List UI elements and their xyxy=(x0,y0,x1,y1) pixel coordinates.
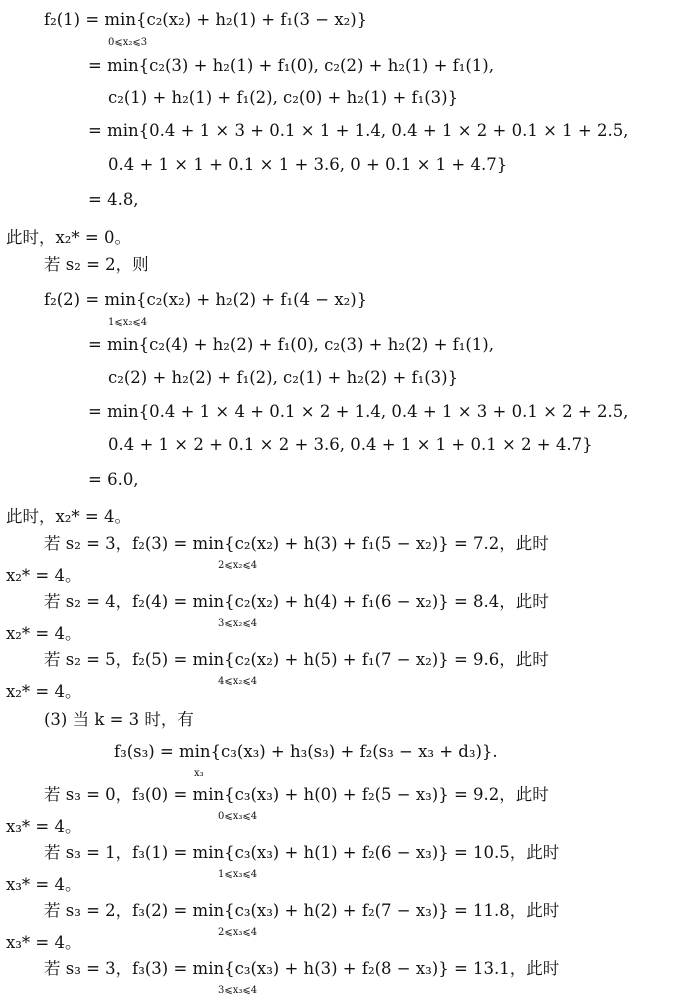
text-line: 此时，x₂* = 0。 xyxy=(6,228,131,247)
min-subscript: x₃ xyxy=(194,768,204,779)
equation-line: = min{0.4 + 1 × 4 + 0.1 × 2 + 1.4, 0.4 + 1 × 3 + 0.1 × 2 + 2.5, xyxy=(88,402,629,421)
min-subscript: 0⩽x₂⩽3 xyxy=(108,37,148,48)
min-subscript: 1⩽x₃⩽4 xyxy=(218,869,258,880)
text-line: 若 s₃ = 2，f₃(2) = min{c₃(x₃) + h(2) + f₂(7 − x₃)} = 11.8，此时 xyxy=(44,901,560,920)
text-line: (3) 当 k = 3 时，有 xyxy=(44,710,194,729)
text-line: x₃* = 4。 xyxy=(6,817,82,836)
min-subscript: 3⩽x₃⩽4 xyxy=(218,985,258,996)
equation-line: c₂(1) + h₂(1) + f₁(2), c₂(0) + h₂(1) + f₁(3)} xyxy=(108,88,459,107)
text-line: x₃* = 4。 xyxy=(6,875,82,894)
text-line: x₂* = 4。 xyxy=(6,566,82,585)
text-line: 若 s₃ = 1，f₃(1) = min{c₃(x₃) + h(1) + f₂(6 − x₃)} = 10.5，此时 xyxy=(44,843,560,862)
text-line: 若 s₃ = 0，f₃(0) = min{c₃(x₃) + h(0) + f₂(5 − x₃)} = 9.2，此时 xyxy=(44,785,549,804)
equation-line: 0.4 + 1 × 1 + 0.1 × 1 + 3.6, 0 + 0.1 × 1 + 4.7} xyxy=(108,155,508,174)
equation-line: f₂(2) = min{c₂(x₂) + h₂(2) + f₁(4 − x₂)} xyxy=(44,290,368,309)
equation-line: c₂(2) + h₂(2) + f₁(2), c₂(1) + h₂(2) + f₁(3)} xyxy=(108,368,459,387)
min-subscript: 3⩽x₂⩽4 xyxy=(218,618,258,629)
text-line: 此时，x₂* = 4。 xyxy=(6,507,131,526)
min-subscript: 2⩽x₃⩽4 xyxy=(218,927,258,938)
equation-line: f₃(s₃) = min{c₃(x₃) + h₃(s₃) + f₂(s₃ − x₃ + d₃)}. xyxy=(114,742,498,761)
text-line: 若 s₂ = 5，f₂(5) = min{c₂(x₂) + h(5) + f₁(7 − x₂)} = 9.6，此时 xyxy=(44,650,549,669)
text-line: x₃* = 4。 xyxy=(6,933,82,952)
text-line: x₂* = 4。 xyxy=(6,682,82,701)
min-subscript: 2⩽x₂⩽4 xyxy=(218,560,258,571)
text-line: x₂* = 4。 xyxy=(6,624,82,643)
min-subscript: 4⩽x₂⩽4 xyxy=(218,676,258,687)
text-line: 若 s₂ = 4，f₂(4) = min{c₂(x₂) + h(4) + f₁(6 − x₂)} = 8.4，此时 xyxy=(44,592,549,611)
equation-line: = min{c₂(4) + h₂(2) + f₁(0), c₂(3) + h₂(2) + f₁(1), xyxy=(88,335,494,354)
equation-line: = 4.8, xyxy=(88,190,139,209)
text-line: 若 s₂ = 2，则 xyxy=(44,255,149,274)
min-subscript: 0⩽x₃⩽4 xyxy=(218,811,258,822)
equation-line: f₂(1) = min{c₂(x₂) + h₂(1) + f₁(3 − x₂)} xyxy=(44,10,368,29)
equation-line: = min{c₂(3) + h₂(1) + f₁(0), c₂(2) + h₂(1) + f₁(1), xyxy=(88,56,494,75)
text-line: 若 s₃ = 3，f₃(3) = min{c₃(x₃) + h(3) + f₂(8 − x₃)} = 13.1，此时 xyxy=(44,959,560,978)
text-line: 若 s₂ = 3，f₂(3) = min{c₂(x₂) + h(3) + f₁(5 − x₂)} = 7.2，此时 xyxy=(44,534,549,553)
min-subscript: 1⩽x₂⩽4 xyxy=(108,317,148,328)
equation-line: 0.4 + 1 × 2 + 0.1 × 2 + 3.6, 0.4 + 1 × 1 + 0.1 × 2 + 4.7} xyxy=(108,435,593,454)
equation-line: = 6.0, xyxy=(88,470,139,489)
equation-line: = min{0.4 + 1 × 3 + 0.1 × 1 + 1.4, 0.4 + 1 × 2 + 0.1 × 1 + 2.5, xyxy=(88,121,629,140)
